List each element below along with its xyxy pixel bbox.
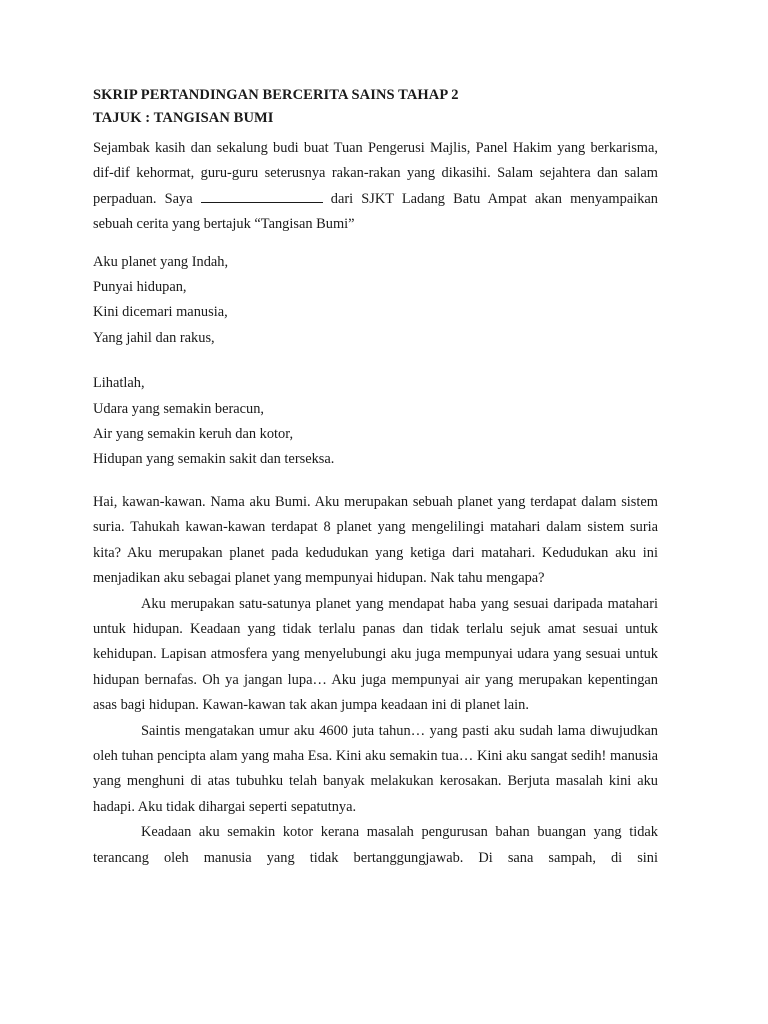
poem-line: Punyai hidupan, bbox=[93, 279, 187, 296]
poem-line: Lihatlah, bbox=[93, 375, 145, 392]
document-subtitle: TAJUK : TANGISAN BUMI bbox=[93, 110, 274, 126]
story-paragraph-2: Aku merupakan satu-satunya planet yang mendapat haba yang sesuai daripada matahari untuk hidupan. Keadaan yang tidak terlalu panas dan tidak terlalu sejuk amat sesuai untuk kehidupan. Lapisan atmosfera yang menyelubungi aku juga mempunyai udara yang sesuai untuk hidupan bernafas. Oh ya jangan lupa… Aku juga mempunyai air yang merupakan kepentingan asas bagi hidupan. Kawan-kawan tak akan jumpa keadaan ini di planet lain. bbox=[93, 595, 658, 714]
story-paragraph-3: Saintis mengatakan umur aku 4600 juta tahun… yang pasti aku sudah lama diwujudkan oleh tuhan pencipta alam yang maha Esa. Kini aku semakin tua… Kini aku sangat sedih! manusia yang menghuni di atas tubuhku telah banyak melakukan kerosakan. Berjuta masalah kini aku hadapi. Aku tidak dihargai seperti sepatutnya. bbox=[93, 722, 658, 815]
story-paragraph-4: Keadaan aku semakin kotor kerana masalah pengurusan bahan buangan yang tidak terancang oleh manusia yang tidak bertanggungjawab. Di sana sampah, di sini bbox=[93, 824, 658, 866]
name-blank-line bbox=[201, 192, 323, 203]
document-page bbox=[93, 84, 658, 871]
poem-line: Aku planet yang Indah, bbox=[93, 253, 229, 270]
document-title: SKRIP PERTANDINGAN BERCERITA SAINS TAHAP 2 bbox=[93, 87, 459, 103]
poem-line: Yang jahil dan rakus, bbox=[93, 329, 215, 346]
poem-line: Hidupan yang semakin sakit dan terseksa. bbox=[93, 451, 335, 468]
poem-line: Kini dicemari manusia, bbox=[93, 304, 228, 321]
poem-line: Air yang semakin keruh dan kotor, bbox=[93, 426, 294, 443]
story-paragraph-1: Hai, kawan-kawan. Nama aku Bumi. Aku merupakan sebuah planet yang terdapat dalam sistem suria. Tahukah kawan-kawan terdapat 8 planet yang mengelilingi matahari dalam sistem suria kita? Aku merupakan planet pada kedudukan yang ketiga dari matahari. Kedudukan aku ini menjadikan aku sebagai planet yang mempunyai hidupan. Nak tahu mengapa? bbox=[93, 493, 658, 587]
intro-text-after: dari SJKT Ladang Batu Ampat akan menyampaikan sebuah cerita yang bertajuk “Tangisan Bumi” bbox=[93, 190, 658, 233]
intro-text-before: Sejambak kasih dan sekalung budi buat Tuan Pengerusi Majlis, Panel Hakim yang berkarisma, dif-dif kehormat, guru-guru seterusnya rakan-rakan yang dikasihi. Salam sejahtera dan salam perpaduan. Saya bbox=[93, 140, 658, 207]
poem-line: Udara yang semakin beracun, bbox=[93, 400, 265, 417]
story-body bbox=[93, 490, 658, 871]
poem-stanza-2 bbox=[93, 371, 658, 473]
intro-paragraph bbox=[93, 136, 658, 238]
poem-stanza-1 bbox=[93, 250, 658, 352]
